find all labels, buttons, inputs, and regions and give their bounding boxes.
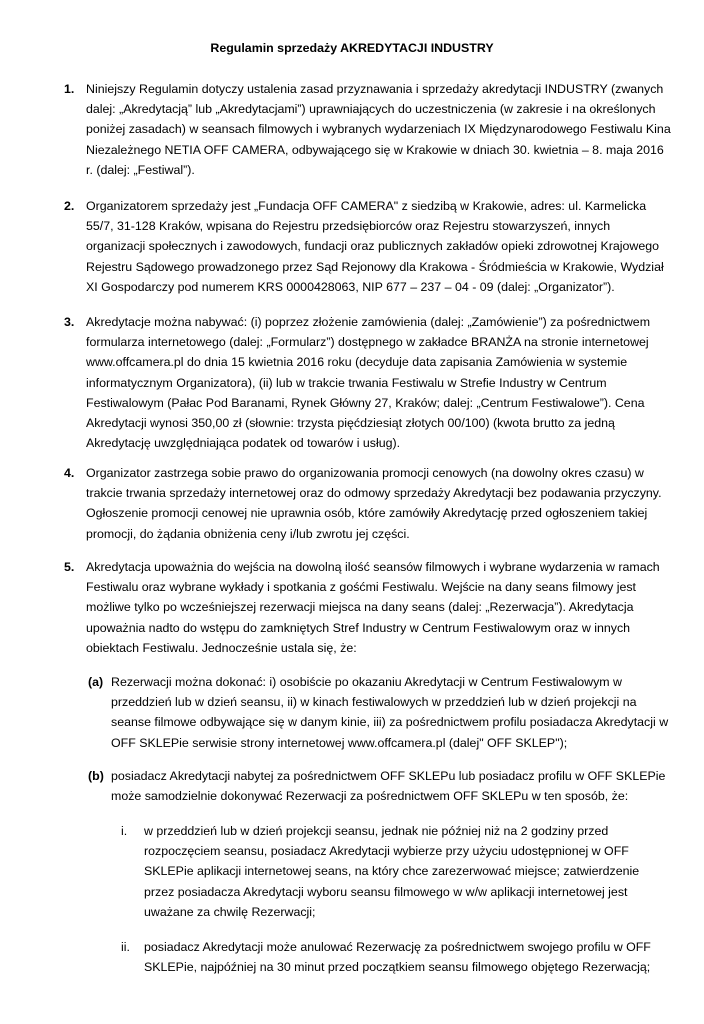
section-text: Organizatorem sprzedaży jest „Fundacja OFF CAMERA" z siedzibą w Krakowie, adres: ul. Karmelicka 55/7, 31-128 Kraków, wpisana do Rejestru przedsiębiorców oraz Rejestru stowarzyszeń, innych organizacji społecznych i zawodowych, fundacji oraz publicznych zakładów opieki zdrowotnej Krajowego Rejestru Sądowego prowadzonego przez Sąd Rejonowy dla Krakowa - Śródmieścia w Krakowie, Wydział XI Gospodarczy pod numerem KRS 0000428063, NIP 677 – 237 – 04 - 09 (dalej: „Organizator”). bbox=[86, 199, 664, 294]
section-number: 4. bbox=[64, 466, 75, 480]
section-text: Organizator zastrzega sobie prawo do organizowania promocji cenowych (na dowolny okres czasu) w trakcie trwania sprzedaży internetowej oraz do odmowy sprzedaży Akredytacji bez podawania przyczyny. Ogłoszenie promocji cenowej nie uprawnia osób, które zamówiły Akredytację przed ogłoszeniem takiej promocji, do żądania obniżenia ceny i/lub zwrotu jej części. bbox=[86, 466, 662, 541]
roman-item-text: w przeddzień lub w dzień projekcji seansu, jednak nie później niż na 2 godziny przed rozpoczęciem seansu, posiadacz Akredytacji wybierze przy użyciu udostępnionej w OFF SKLEPie aplikacji internetowej seans, na który chce zarezerwować miejsce; zatwierdzenie przez posiadacza Akredytacji wyboru seansu filmowego w w/w aplikacji internetowej jest uważane za chwilę Rezerwacji; bbox=[144, 824, 640, 919]
subsection-label: (b) bbox=[88, 769, 104, 783]
roman-item-text: posiadacz Akredytacji może anulować Rezerwację za pośrednictwem swojego profilu w OFF SKLEPie, najpóźniej na 30 minut przed początkiem seansu filmowego objętego Rezerwacją; bbox=[144, 940, 651, 975]
subsection-text: posiadacz Akredytacji nabytej za pośrednictwem OFF SKLEPu lub posiadacz profilu w OFF SKLEPie może samodzielnie dokonywać Rezerwacji za pośrednictwem OFF SKLEPu w ten sposób, że: bbox=[111, 769, 666, 804]
section-number: 5. bbox=[64, 560, 75, 574]
section-number: 2. bbox=[64, 199, 75, 213]
section-text: Akredytacje można nabywać: (i) poprzez złożenie zamówienia (dalej: „Zamówienie”) za pośrednictwem formularza internetowego (dalej: „Formularz”) dostępnego w zakładce BRANŻA na stronie internetowej www.offcamera.pl do dnia 15 kwietnia 2016 roku (decyduje data zapisania Zamówienia w systemie informatycznym Organizatora), (ii) lub w trakcie trwania Festiwalu w Strefie Industry w Centrum Festiwalowym (Pałac Pod Baranami, Rynek Główny 27, Kraków; dalej: „Centrum Festiwalowe”). Cena Akredytacji wynosi 350,00 zł (słownie: trzysta pięćdziesiąt złotych 00/100) (kwota brutto za jedną Akredytację uwzględniająca podatek od towarów i usług). bbox=[86, 315, 651, 451]
section-number: 1. bbox=[64, 82, 75, 96]
subsection-text: Rezerwacji można dokonać: i) osobiście po okazaniu Akredytacji w Centrum Festiwalowym w przeddzień lub w dzień seansu, ii) w kinach festiwalowych w przeddzień lub w dzień projekcji na seanse filmowe odbywające się w danym kinie, iii) za pośrednictwem profilu posiadacza Akredytacji w OFF SKLEPie serwisie strony internetowej www.offcamera.pl (dalej" OFF SKLEP"); bbox=[111, 675, 669, 750]
document-title: Regulamin sprzedaży AKREDYTACJI INDUSTRY bbox=[210, 41, 494, 55]
roman-item-label: ii. bbox=[121, 940, 130, 954]
section-number: 3. bbox=[64, 315, 75, 329]
section-text: Niniejszy Regulamin dotyczy ustalenia zasad przyznawania i sprzedaży akredytacji INDUSTRY (zwanych dalej: „Akredytacją” lub „Akredytacjami”) uprawniających do uczestniczenia (w zakresie i na określonych poniżej zasadach) w seansach filmowych i wybranych wydarzeniach IX Międzynarodowego Festiwalu Kina Niezależnego NETIA OFF CAMERA, odbywającego się w Krakowie w dniach 30. kwietnia – 8. maja 2016 r. (dalej: „Festiwal”). bbox=[86, 82, 671, 177]
subsection-label: (a) bbox=[88, 675, 104, 689]
roman-item-label: i. bbox=[121, 824, 128, 838]
section-text: Akredytacja upoważnia do wejścia na dowolną ilość seansów filmowych i wybrane wydarzenia w ramach Festiwalu oraz wybrane wykłady i spotkania z gośćmi Festiwalu. Wejście na dany seans filmowy jest możliwe tylko po wcześniejszej rezerwacji miejsca na dany seans (dalej: „Rezerwacja”). Akredytacja upoważnia nadto do wstępu do zamkniętych Stref Industry w Centrum Festiwalowym oraz w innych obiektach Festiwalu. Jednocześnie ustala się, że: bbox=[86, 560, 660, 655]
